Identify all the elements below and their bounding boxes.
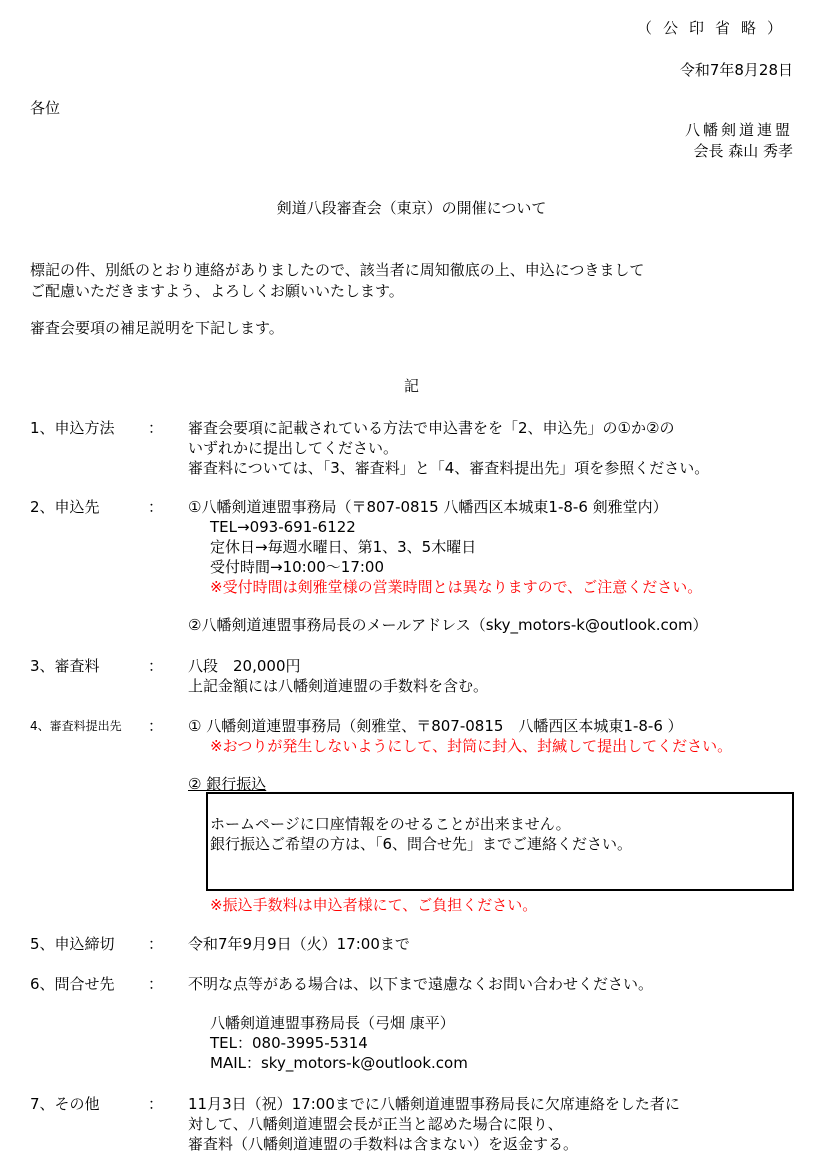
ki-heading: 記: [403, 377, 419, 395]
section-5-line-1: 令和7年9月9日（火）17:00まで: [188, 935, 410, 953]
section-6-line-1: 不明な点等がある場合は、以下まで遠慮なくお問い合わせください。: [188, 975, 654, 993]
addressee: 各位: [30, 99, 61, 117]
section-7-line-1: 11月3日（祝）17:00までに八幡剣道連盟事務局長に欠席連絡をした者に: [188, 1095, 680, 1113]
sender-name: 会長 森山 秀孝: [693, 142, 793, 160]
bank-transfer-label: ② 銀行振込: [188, 775, 267, 793]
section-2-line-3: 定休日→毎週水曜日、第1、3、5木曜日: [210, 538, 477, 556]
section-3-colon: ：: [148, 657, 164, 675]
seal-omitted-note: （公印省略）: [636, 19, 793, 37]
section-2-colon: ：: [148, 498, 164, 516]
section-4-line-1: ① 八幡剣道連盟事務局（剣雅堂、〒807-0815 八幡西区本城東1-8-6 ）: [188, 717, 683, 735]
section-5-colon: ：: [148, 935, 164, 953]
section-4-colon: ：: [148, 717, 164, 735]
section-1-line-1: 審査会要項に記載されている方法で申込書をを「2、申込先」の①か②の: [188, 419, 675, 437]
section-7-line-2: 対して、八幡剣道連盟会長が正当と認めた場合に限り、: [188, 1115, 563, 1133]
bank-note-line-2: 銀行振込ご希望の方は、「6、問合せ先」までご連絡ください。: [210, 835, 633, 853]
section-2-line-2: TEL→093-691-6122: [210, 518, 356, 536]
section-7-line-3: 審査料（八幡剣道連盟の手数料は含まない）を返金する。: [188, 1135, 579, 1153]
section-5-label: 5、申込締切: [30, 935, 115, 953]
bank-note-line-1: ホームページに口座情報をのせることが出来ません。: [210, 815, 571, 833]
contact-mail: MAIL：sky_motors-k@outlook.com: [210, 1054, 468, 1072]
section-2-warning: ※受付時間は剣雅堂様の営業時間とは異なりますので、ご注意ください。: [210, 578, 703, 596]
contact-tel: TEL：080-3995-5314: [210, 1034, 368, 1052]
intro-line-1: 標記の件、別紙のとおり連絡がありましたので、該当者に周知徹底の上、申込につきまして: [30, 261, 645, 279]
section-2-line-4: 受付時間→10:00～17:00: [210, 558, 385, 576]
section-3-label: 3、審査料: [30, 657, 100, 675]
section-7-label: 7、その他: [30, 1095, 100, 1113]
section-1-line-3: 審査料については、「3、審査料」と「4、審査料提出先」項を参照ください。: [188, 459, 710, 477]
section-6-label: 6、問合せ先: [30, 975, 115, 993]
contact-name: 八幡剣道連盟事務局長（弓畑 康平）: [210, 1014, 455, 1032]
section-2-line-1: ①八幡剣道連盟事務局（〒807-0815 八幡西区本城東1-8-6 剣雅堂内）: [188, 498, 668, 516]
section-1-line-2: いずれかに提出してください。: [188, 439, 399, 457]
section-7-colon: ：: [148, 1095, 164, 1113]
intro-line-2: ご配慮いただきますよう、よろしくお願いいたします。: [30, 282, 404, 300]
document-title: 剣道八段審査会（東京）の開催について: [276, 199, 547, 217]
section-4-bank-transfer: [188, 774, 266, 794]
document-date: 令和7年8月28日: [679, 61, 793, 79]
section-4-label: 4、審査料提出先: [30, 719, 122, 733]
section-1-colon: ：: [148, 419, 164, 437]
transfer-fee-warning: ※振込手数料は申込者様にて、ご負担ください。: [210, 896, 538, 914]
section-2-line-6: ②八幡剣道連盟事務局長のメールアドレス（sky_motors-k@outlook.com）: [188, 616, 708, 634]
section-2-label: 2、申込先: [30, 498, 100, 516]
section-6-colon: ：: [148, 975, 164, 993]
sender-organization: 八幡剣道連盟: [684, 121, 793, 139]
section-3-line-1: 八段 20,000円: [188, 657, 301, 675]
intro-line-3: 審査会要項の補足説明を下記します。: [30, 319, 284, 337]
section-1-label: 1、申込方法: [30, 419, 115, 437]
section-4-warning: ※おつりが発生しないようにして、封筒に封入、封緘して提出してください。: [210, 737, 733, 755]
section-3-line-2: 上記金額には八幡剣道連盟の手数料を含む。: [188, 677, 489, 695]
